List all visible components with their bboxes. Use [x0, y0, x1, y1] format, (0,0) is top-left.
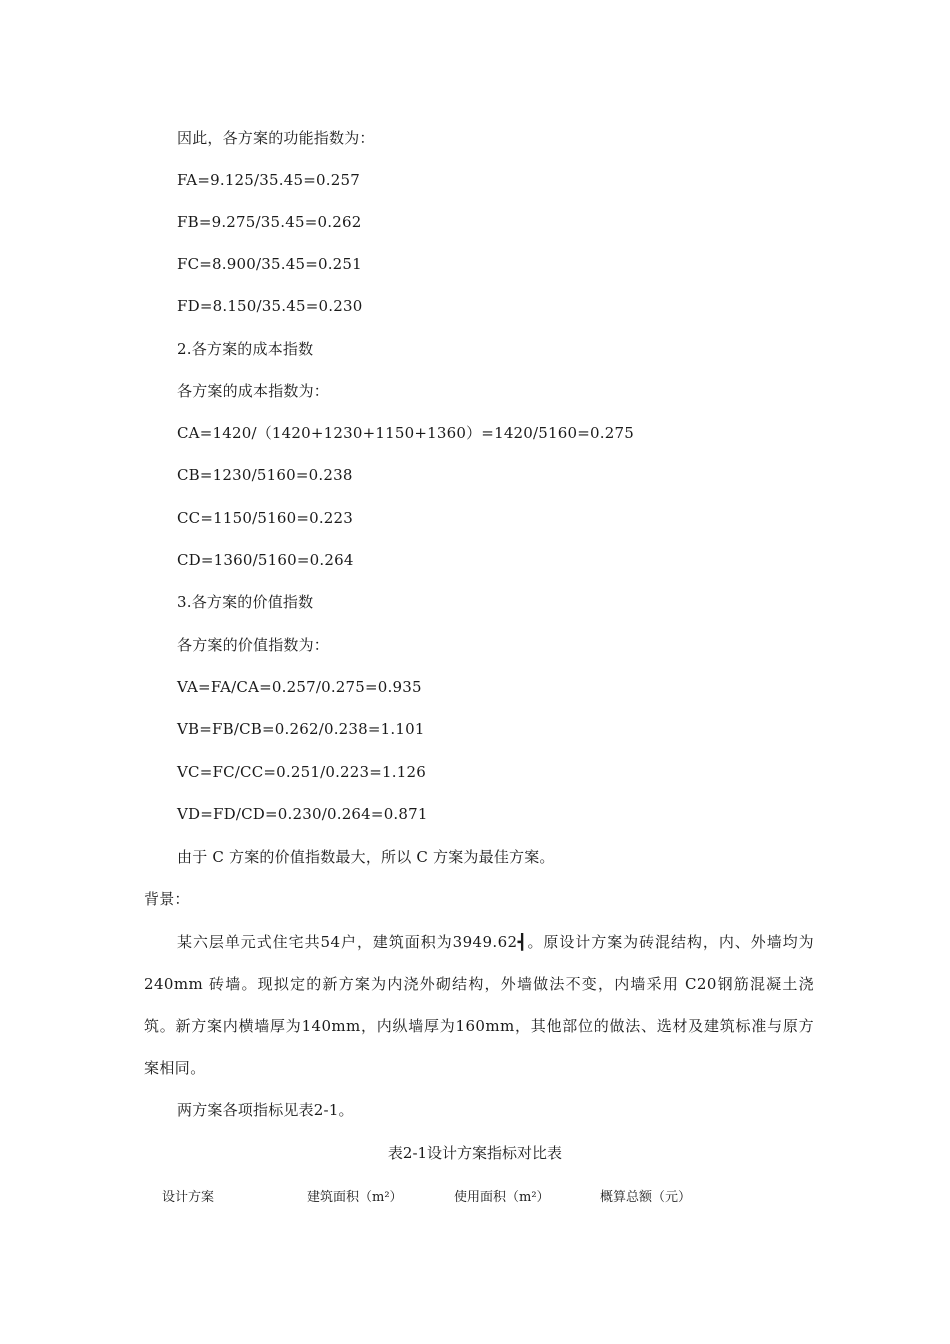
background-heading: 背景：: [144, 890, 190, 908]
section-heading-cost-index: 2.各方案的成本指数: [177, 340, 314, 358]
formula-vd: VD=FD/CD=0.230/0.264=0.871: [177, 805, 428, 823]
background-paragraph: 某六层单元式住宅共54户，建筑面积为3949.62┫。原设计方案为砖混结构，内、外墙均为240mm 砖墙。现拟定的新方案为内浇外砌结构，外墙做法不变，内墙采用 C20钢筋混凝土浇筑。新方案内横墙厚为140mm，内纵墙厚为160mm，其他部位的做法、选材及建筑标准与原方案相同。: [144, 933, 814, 1077]
formula-ca: CA=1420/（1420+1230+1150+1360）=1420/5160=0.275: [177, 424, 634, 442]
formula-vb: VB=FB/CB=0.262/0.238=1.101: [177, 720, 425, 738]
value-index-intro: 各方案的价值指数为：: [177, 636, 330, 654]
section-heading-value-index: 3.各方案的价值指数: [177, 593, 314, 611]
formula-vc: VC=FC/CC=0.251/0.223=1.126: [177, 763, 426, 781]
cost-index-intro: 各方案的成本指数为：: [177, 382, 330, 400]
formula-fc: FC=8.900/35.45=0.251: [177, 255, 362, 273]
table-intro: 两方案各项指标见表2-1。: [177, 1101, 354, 1119]
function-index-intro: 因此，各方案的功能指数为：: [177, 129, 375, 147]
table-header-budget-total: 概算总额（元）: [600, 1190, 692, 1205]
formula-cc: CC=1150/5160=0.223: [177, 509, 354, 527]
formula-fb: FB=9.275/35.45=0.262: [177, 213, 362, 231]
formula-cb: CB=1230/5160=0.238: [177, 466, 353, 484]
formula-fa: FA=9.125/35.45=0.257: [177, 171, 360, 189]
table-header-design-plan: 设计方案: [162, 1190, 215, 1205]
formula-cd: CD=1360/5160=0.264: [177, 551, 354, 569]
table-caption: 表2-1设计方案指标对比表: [387, 1144, 563, 1162]
formula-fd: FD=8.150/35.45=0.230: [177, 297, 363, 315]
conclusion-text: 由于 C 方案的价值指数最大，所以 C 方案为最佳方案。: [177, 848, 555, 866]
table-header-building-area: 建筑面积（m²）: [307, 1190, 403, 1205]
table-header-usable-area: 使用面积（m²）: [454, 1190, 550, 1205]
formula-va: VA=FA/CA=0.257/0.275=0.935: [177, 678, 422, 696]
